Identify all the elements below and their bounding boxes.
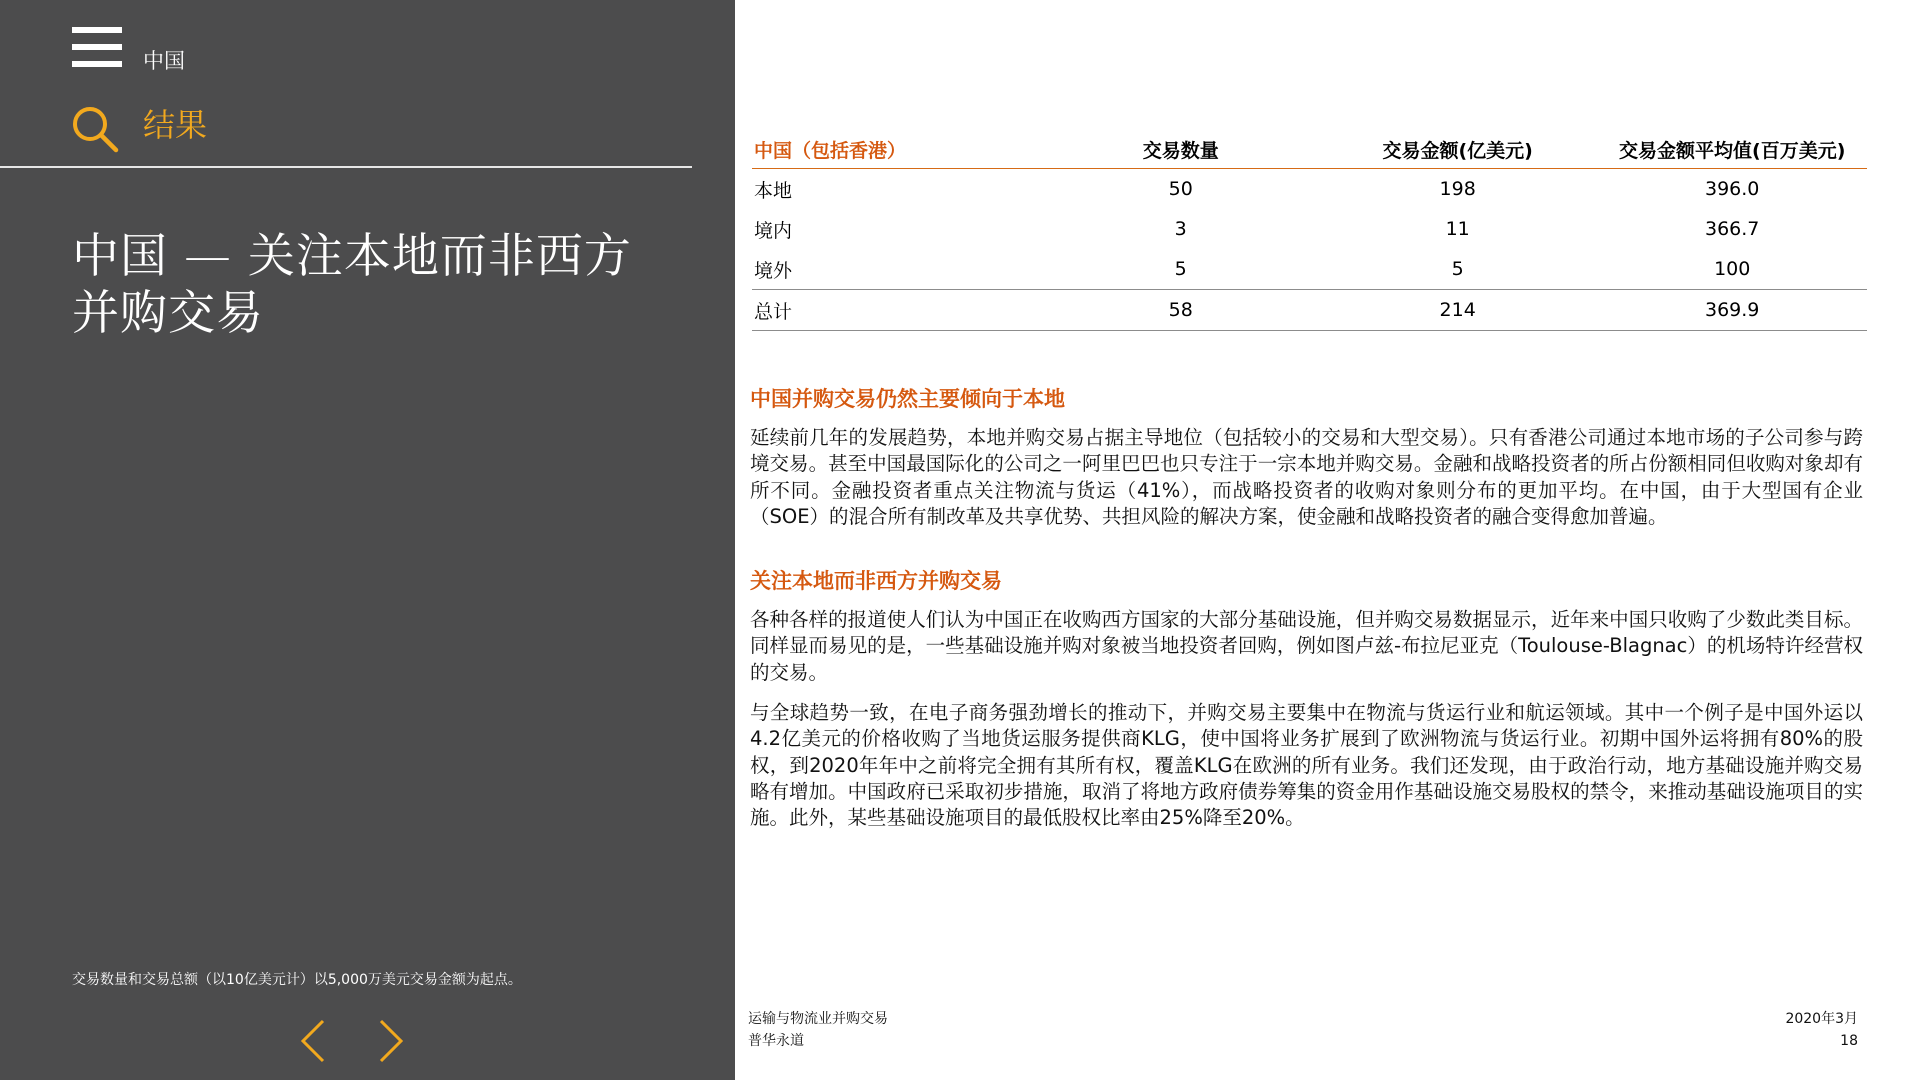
menu-bar <box>72 61 122 67</box>
table-cell: 100 <box>1597 249 1867 290</box>
table-cell: 11 <box>1445 218 1470 240</box>
column-header-deal-value: 交易金额(亿美元) <box>1318 130 1597 169</box>
results-label[interactable]: 结果 <box>143 106 208 144</box>
table-cell: 396.0 <box>1705 178 1760 200</box>
table-cell: 50 <box>1168 178 1193 200</box>
body-paragraph: 各种各样的报道使人们认为中国正在收购西方国家的大部分基础设施，但并购交易数据显示，近年来中国只收购了少数此类目标。同样显而易见的是，一些基础设施并购对象被当地投资者回购，例如图卢兹-布拉尼亚克（Toulouse-Blagnac）的机场特许经营权的交易。 <box>750 608 1863 684</box>
body-paragraph: 延续前几年的发展趋势，本地并购交易占据主导地位（包括较小的交易和大型交易）。只有香港公司通过本地市场的子公司参与跨境交易。甚至中国最国际化的公司之一阿里巴巴也只专注于一宗本地并购交易。金融和战略投资者的所占份额相同但收购对象却有所不同。金融投资者重点关注物流与货运（41%），而战略投资者的收购对象则分布的更加平均。在中国，由于大型国有企业（SOE）的混合所有制改革及共享优势、共担风险的解决方案，使金融和战略投资者的融合变得愈加普遍。 <box>750 426 1863 528</box>
table-header-row <box>752 130 1867 169</box>
menu-icon[interactable] <box>72 27 122 67</box>
menu-bar <box>72 44 122 50</box>
left-divider <box>0 166 692 168</box>
search-icon[interactable] <box>70 104 120 154</box>
table-cell: 本地 <box>754 179 793 202</box>
table-row <box>752 169 1867 210</box>
section-heading: 关注本地而非西方并购交易 <box>750 569 1002 593</box>
table-cell: 境外 <box>752 249 1043 290</box>
table-cell: 58 <box>1043 290 1317 331</box>
section-heading: 中国并购交易仍然主要倾向于本地 <box>750 387 1065 411</box>
page-title-line1: 中国 — 关注本地而非西方 <box>72 229 632 284</box>
table-cell: 5 <box>1318 249 1597 290</box>
table-cell: 5 <box>1043 249 1317 290</box>
page-title <box>72 228 672 342</box>
footer-left <box>748 1008 888 1052</box>
footer-report-title: 运输与物流业并购交易 <box>748 1011 888 1027</box>
menu-bar <box>72 27 122 33</box>
table-cell: 3 <box>1174 218 1187 240</box>
page-title-line2: 并购交易 <box>72 286 264 341</box>
table-row <box>752 209 1867 249</box>
chevron-left-icon[interactable] <box>298 1018 328 1064</box>
table-cell: 总计 <box>752 290 1043 331</box>
column-header-average-value: 交易金额平均值(百万美元) <box>1597 130 1867 169</box>
table-total-row <box>752 290 1867 331</box>
table-row <box>752 249 1867 290</box>
column-header-deal-count: 交易数量 <box>1043 130 1317 169</box>
table-cell: 214 <box>1318 290 1597 331</box>
chevron-right-icon[interactable] <box>376 1018 406 1064</box>
column-header-region: 中国（包括香港） <box>752 130 1043 169</box>
left-panel <box>0 0 735 1080</box>
footer-company: 普华永道 <box>748 1033 804 1049</box>
table-cell: 366.7 <box>1705 218 1760 240</box>
page-number: 18 <box>1840 1033 1858 1049</box>
footer-date: 2020年3月 <box>1785 1011 1858 1027</box>
footnote: 交易数量和交易总额（以10亿美元计）以5,000万美元交易金额为起点。 <box>72 972 522 988</box>
table-cell: 198 <box>1439 178 1476 200</box>
table-cell: 境内 <box>754 219 793 242</box>
nav-title[interactable]: 中国 <box>143 49 185 73</box>
footer-right <box>1785 1008 1858 1052</box>
body-paragraph: 与全球趋势一致，在电子商务强劲增长的推动下，并购交易主要集中在物流与货运行业和航运领域。其中一个例子是中国外运以4.2亿美元的价格收购了当地货运服务提供商KLG，使中国将业务扩展到了欧洲物流与货运行业。初期中国外运将拥有80%的股权，到2020年年中之前将完全拥有其所有权，覆盖KLG在欧洲的所有业务。我们还发现，由于政治行动，地方基础设施并购交易略有增加。中国政府已采取初步措施，取消了将地方政府债券筹集的资金用作基础设施交易股权的禁令，来推动基础设施项目的实施。此外，某些基础设施项目的最低股权比率由25%降至20%。 <box>750 701 1863 830</box>
table-cell: 369.9 <box>1597 290 1867 331</box>
deal-stats-table <box>752 130 1867 331</box>
